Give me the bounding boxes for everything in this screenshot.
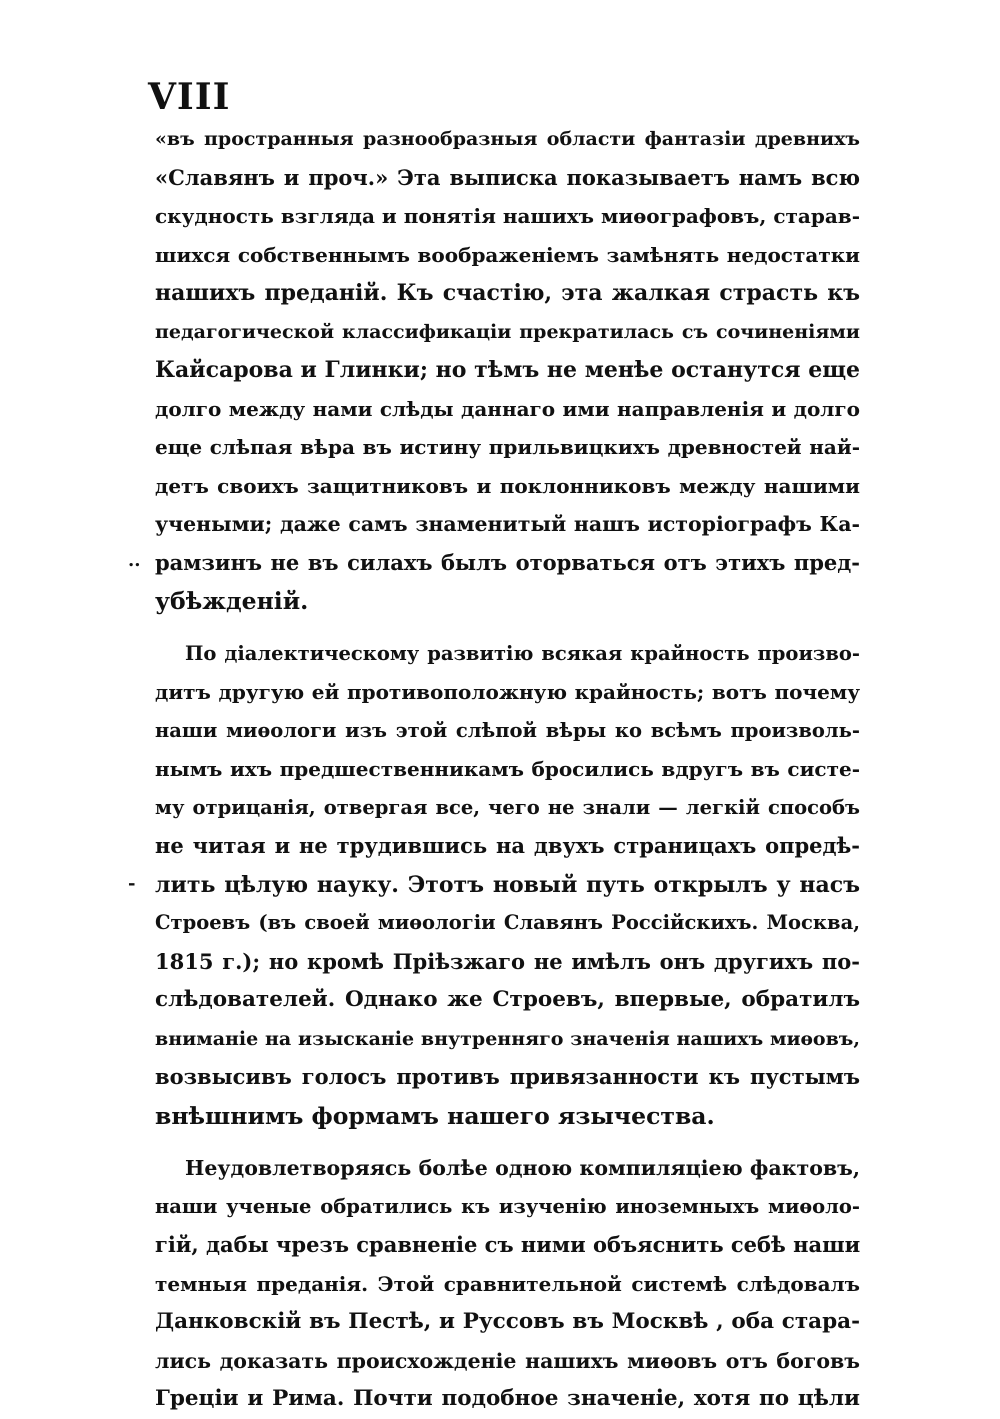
text-line: «въ пространныя разнообразныя области фантазіи древнихъ [155,128,860,150]
text-line: учеными; даже самъ знаменитый нашъ исторіографъ Ка- [155,512,860,536]
text-line: рамзинъ не въ силахъ былъ оторваться отъ этихъ пред- [155,549,860,575]
text-line: скудность взгляда и понятія нашихъ миѳографовъ, старав- [155,204,860,228]
text-line: нымъ ихъ предшественникамъ бросились вдругъ въ систе- [155,757,860,781]
text-line: нашихъ преданій. Къ счастію, эта жалкая страсть къ [155,280,860,306]
text-line: Греціи и Рима. Почти подобное значеніе, хотя по цѣли [155,1386,860,1411]
text-line: Данковскій въ Пестѣ, и Руссовъ въ Москвѣ , оба стара- [155,1309,860,1334]
paragraph [155,120,860,621]
margin-mark: - [128,873,136,894]
text-line: лить цѣлую науку. Этотъ новый путь открылъ у насъ [155,871,860,898]
text-line: «Славянъ и проч.» Эта выписка показываетъ намъ всю [155,164,860,190]
text-line: наши миѳологи изъ этой слѣпой вѣры ко всѣмъ произволь- [155,718,860,742]
margin-mark: .. [128,550,141,571]
text-line: возвысивъ голосъ противъ привязанности къ пустымъ [155,1064,860,1089]
paragraph [155,1149,860,1419]
paragraph [155,635,860,1136]
text-line: не читая и не трудившись на двухъ страницахъ опредѣ- [155,833,860,858]
text-line: Строевъ (въ своей миѳологіи Славянъ Россійскихъ. Москва, [155,911,860,934]
text-line: еще слѣпая вѣра въ истину прильвицкихъ древностей най- [155,435,860,459]
text-line: Неудовлетворяясь болѣе одною компиляціею фактовъ, [185,1156,860,1180]
text-line: слѣдователей. Однако же Строевъ, впервые, обратилъ [155,987,860,1012]
text-line: долго между нами слѣды даннаго ими направленія и долго [155,396,860,421]
text-line: 1815 г.); но кромѣ Пріѣзжаго не имѣлъ онъ другихъ по- [155,948,860,974]
body-text [155,120,860,1419]
page-number: VIII [148,76,231,118]
text-line: педагогической классификаціи прекратилась съ сочиненіями [155,320,860,343]
text-line: вниманіе на изысканіе внутренняго значенія нашихъ миѳовъ, [155,1027,860,1050]
text-line: темныя преданія. Этой сравнительной системѣ слѣдовалъ [155,1271,860,1296]
text-line: внѣшнимъ формамъ нашего язычества. [155,1101,715,1130]
text-line: детъ своихъ защитниковъ и поклонниковъ между нашими [155,473,860,498]
text-line: лись доказать происхожденіе нашихъ миѳовъ отъ боговъ [155,1348,860,1373]
text-line: му отрицанія, отвергая все, чего не знали — легкій способъ [155,795,860,819]
text-line: дитъ другую ей противоположную крайность; вотъ почему [155,680,860,704]
text-line: По діалектическому развитію всякая крайность произво- [185,641,860,665]
text-line: наши ученые обратились къ изученію иноземныхъ миѳоло- [155,1194,860,1218]
text-line: шихся собственнымъ воображеніемъ замѣнять недостатки [155,242,860,267]
text-line: убѣжденій. [155,587,309,615]
text-line: гій, дабы чрезъ сравненіе съ ними объяснить себѣ наши [155,1232,860,1257]
text-line: Кайсарова и Глинки; но тѣмъ не менѣе останутся еще [155,357,860,383]
